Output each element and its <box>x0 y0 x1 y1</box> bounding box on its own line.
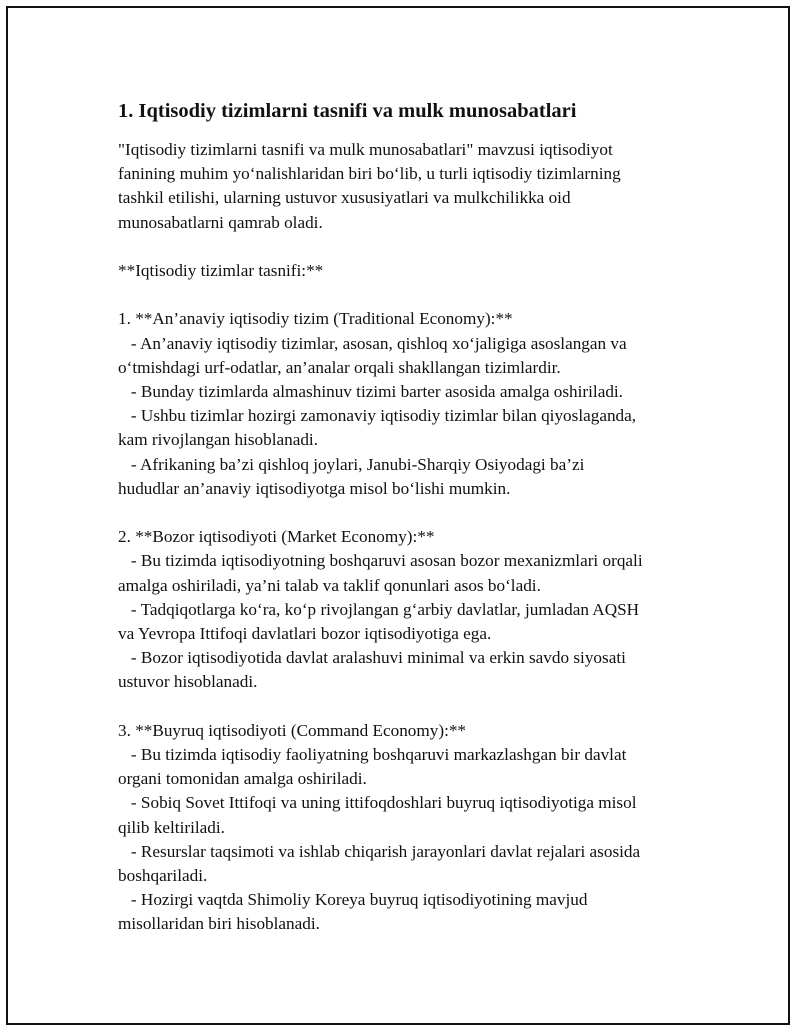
section-line: kam rivojlangan hisoblanadi. <box>118 430 318 450</box>
section-line: o‘tmishdagi urf-odatlar, an’analar orqali shakllangan tizimlardir. <box>118 357 561 377</box>
document-content <box>118 96 698 937</box>
section-line: - Bozor iqtisodiyotida davlat aralashuvi minimal va erkin savdo siyosati <box>118 648 626 668</box>
section-line: boshqariladi. <box>118 866 208 886</box>
section-heading: 3. **Buyruq iqtisodiyoti (Command Economy):** <box>118 720 467 740</box>
section-line: qilib keltiriladi. <box>118 817 225 837</box>
section-line: misollaridan biri hisoblanadi. <box>118 914 320 934</box>
spacer <box>118 695 698 719</box>
section-line: - Hozirgi vaqtda Shimoliy Koreya buyruq iqtisodiyotining mavjud <box>118 890 588 910</box>
section-line: - Bunday tizimlarda almashinuv tizimi barter asosida amalga oshiriladi. <box>118 382 623 401</box>
spacer <box>118 283 698 307</box>
section-line: - Bu tizimda iqtisodiyotning boshqaruvi asosan bozor mexanizmlari orqali <box>118 551 643 571</box>
spacer <box>118 501 698 525</box>
section-command-economy <box>118 719 698 937</box>
intro-line: tashkil etilishi, ularning ustuvor xususiyatlari va mulkchilikka oid <box>118 188 571 208</box>
section-line: - An’anaviy iqtisodiy tizimlar, asosan, qishloq xo‘jaligiga asoslangan va <box>118 333 627 353</box>
section-line: - Sobiq Sovet Ittifoqi va uning ittifoqdoshlari buyruq iqtisodiyotiga misol <box>118 793 637 813</box>
section-line: hududlar an’anaviy iqtisodiyotga misol bo‘lishi mumkin. <box>118 478 511 498</box>
document-title: 1. Iqtisodiy tizimlarni tasnifi va mulk munosabatlari <box>118 100 577 122</box>
section-line: - Afrikaning ba’zi qishloq joylari, Janubi-Sharqiy Osiyodagi ba’zi <box>118 454 585 474</box>
intro-line: "Iqtisodiy tizimlarni tasnifi va mulk munosabatlari" mavzusi iqtisodiyot <box>118 140 613 159</box>
section-line: - Bu tizimda iqtisodiy faoliyatning boshqaruvi markazlashgan bir davlat <box>118 745 627 765</box>
section-market-economy <box>118 525 698 694</box>
spacer <box>118 235 698 259</box>
intro-paragraph <box>118 138 698 235</box>
classification-heading-text: **Iqtisodiy tizimlar tasnifi:** <box>118 261 324 280</box>
section-line: - Tadqiqotlarga ko‘ra, ko‘p rivojlangan g‘arbiy davlatlar, jumladan AQSH <box>118 599 640 619</box>
section-line: - Resurslar taqsimoti va ishlab chiqarish jarayonlari davlat rejalari asosida <box>118 841 641 861</box>
document-page <box>6 6 790 1025</box>
section-line: - Ushbu tizimlar hozirgi zamonaviy iqtisodiy tizimlar bilan qiyoslaganda, <box>118 406 637 426</box>
section-line: ustuvor hisoblanadi. <box>118 672 258 692</box>
classification-heading <box>118 259 698 283</box>
section-line: organi tomonidan amalga oshiriladi. <box>118 769 367 789</box>
section-heading: 1. **An’anaviy iqtisodiy tizim (Traditional Economy):** <box>118 309 513 329</box>
section-line: va Yevropa Ittifoqi davlatlari bozor iqtisodiyotiga ega. <box>118 624 492 644</box>
intro-line: fanining muhim yo‘nalishlaridan biri bo‘lib, u turli iqtisodiy tizimlarning <box>118 164 621 184</box>
intro-line: munosabatlarni qamrab oladi. <box>118 212 323 232</box>
section-line: amalga oshiriladi, ya’ni talab va taklif qonunlari asos bo‘ladi. <box>118 575 541 595</box>
section-heading: 2. **Bozor iqtisodiyoti (Market Economy):** <box>118 527 435 547</box>
section-traditional-economy <box>118 307 698 501</box>
